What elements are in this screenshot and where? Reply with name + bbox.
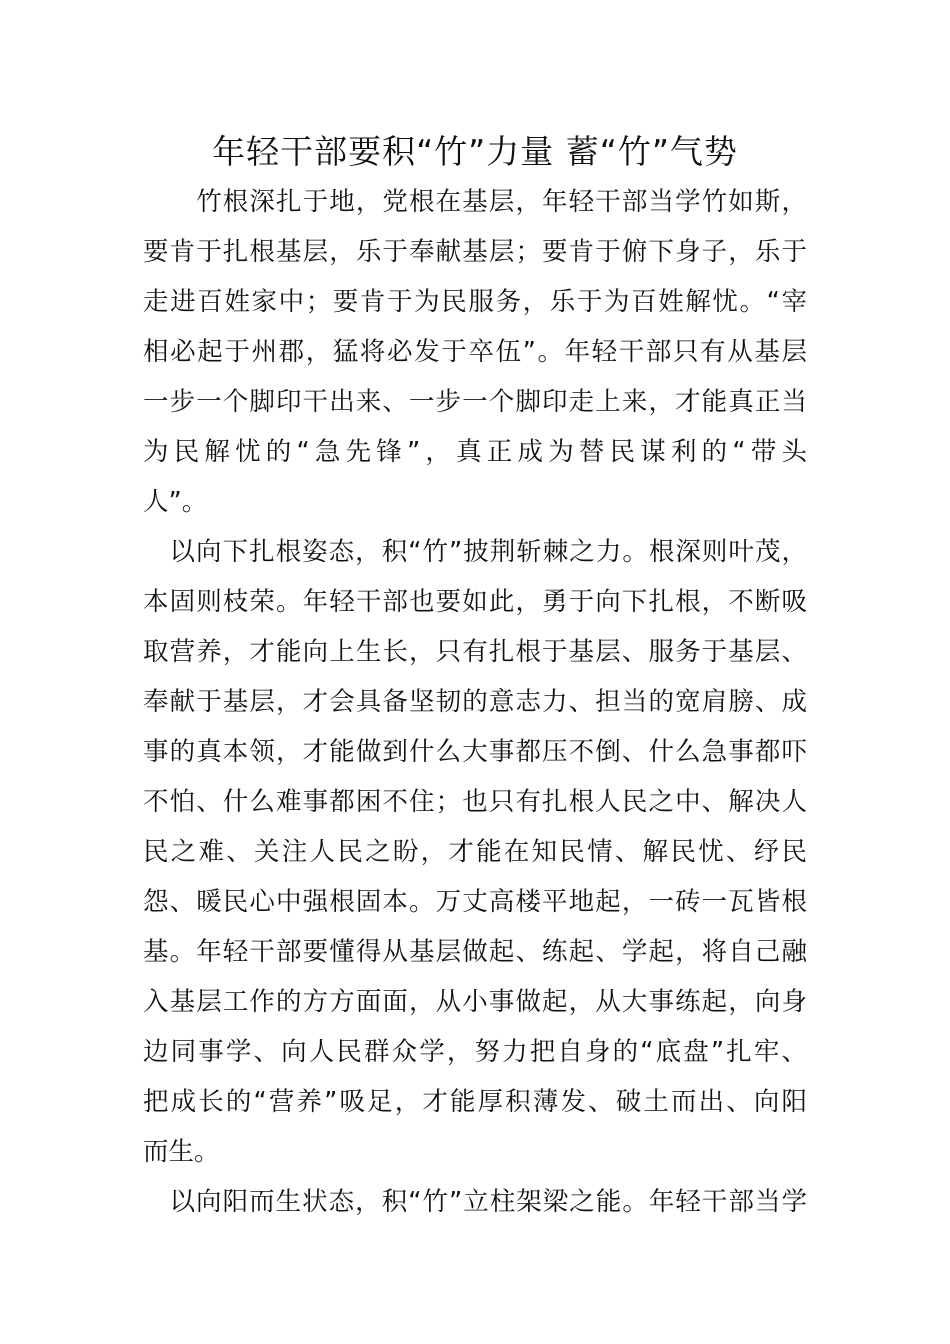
text-line: 奉献于基层，才会具备坚韧的意志力、担当的宽肩膀、成: [143, 687, 807, 717]
text-line: 相必起于州郡，猛将必发于卒伍”。年轻干部只有从基层: [143, 337, 807, 367]
text-line: 以向阳而生状态，积“竹”立柱架梁之能。年轻干部当学: [143, 1187, 807, 1217]
text-line: 怨、暖民心中强根固本。万丈高楼平地起，一砖一瓦皆根: [143, 887, 807, 917]
text-line: 边同事学、向人民群众学，努力把自身的“底盘”扎牢、: [143, 1037, 807, 1067]
text-line: 入基层工作的方方面面，从小事做起，从大事练起，向身: [143, 987, 807, 1017]
text-line: 走进百姓家中；要肯于为民服务，乐于为百姓解忧。“宰: [143, 287, 807, 317]
text-line: 不怕、什么难事都困不住；也只有扎根人民之中、解决人: [143, 787, 807, 817]
text-line: 要肯于扎根基层，乐于奉献基层；要肯于俯下身子，乐于: [143, 237, 807, 267]
text-line: 以向下扎根姿态，积“竹”披荆斩棘之力。根深则叶茂，: [143, 537, 807, 567]
text-line: 一步一个脚印干出来、一步一个脚印走上来，才能真正当: [143, 387, 807, 417]
text-line: 民之难、关注人民之盼，才能在知民情、解民忧、纾民: [143, 837, 807, 867]
text-line: 竹根深扎于地，党根在基层，年轻干部当学竹如斯，: [143, 187, 807, 217]
text-line: 为民解忧的“急先锋”，真正成为替民谋利的“带头: [143, 437, 807, 467]
text-line: 而生。: [143, 1137, 220, 1167]
text-line: 人”。: [143, 487, 208, 517]
text-line: 事的真本领，才能做到什么大事都压不倒、什么急事都吓: [143, 737, 807, 767]
document-title: 年轻干部要积“竹”力量 蓄“竹”气势: [212, 132, 738, 171]
text-line: 取营养，才能向上生长，只有扎根于基层、服务于基层、: [143, 637, 807, 667]
text-line: 基。年轻干部要懂得从基层做起、练起、学起，将自己融: [143, 937, 807, 967]
text-line: 本固则枝荣。年轻干部也要如此，勇于向下扎根，不断吸: [143, 587, 807, 617]
text-line: 把成长的“营养”吸足，才能厚积薄发、破土而出、向阳: [143, 1087, 807, 1117]
